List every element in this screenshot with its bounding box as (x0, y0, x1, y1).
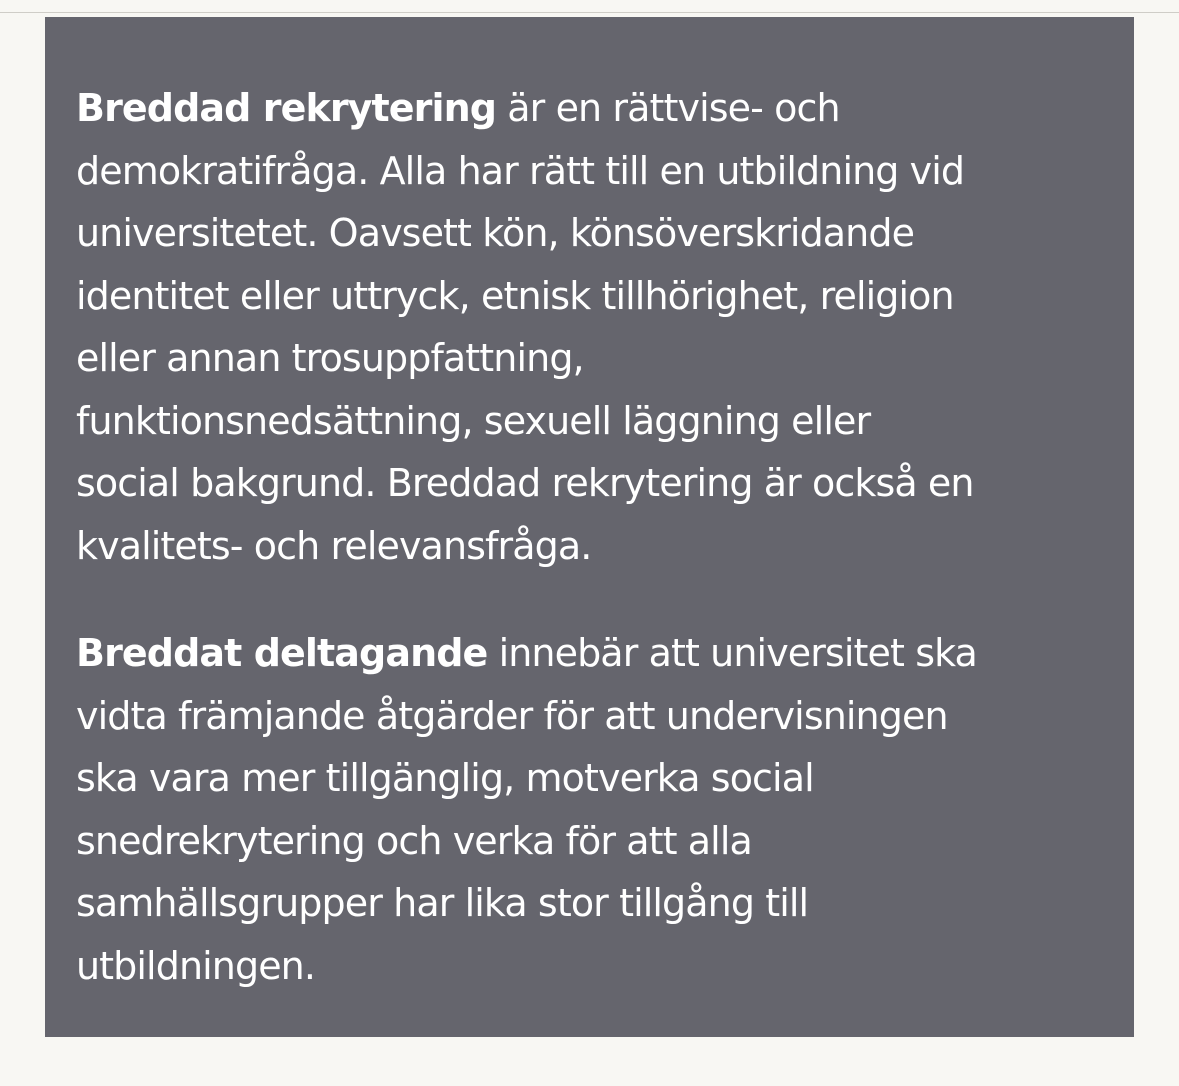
paragraph-line: universitetet. Oavsett kön, könsöverskridande (76, 211, 915, 255)
paragraph-line: kvalitets- och relevansfråga. (76, 523, 592, 568)
paragraph-line (76, 622, 1110, 685)
top-divider (0, 12, 1179, 13)
paragraph-line: social bakgrund. Breddad rekrytering är också en (76, 461, 974, 505)
paragraph-breddad-rekrytering (76, 77, 1110, 577)
term-breddat-deltagande: Breddat deltagande (76, 631, 488, 675)
paragraph-line: demokratifråga. Alla har rätt till en utbildning vid (76, 148, 965, 193)
paragraph-line (76, 77, 1110, 140)
paragraph-line: funktionsnedsättning, sexuell läggning eller (76, 398, 871, 443)
paragraph-line: vidta främjande åtgärder för att undervisningen (76, 693, 948, 738)
term-breddad-rekrytering: Breddad rekrytering (76, 86, 497, 130)
paragraph-breddat-deltagande (76, 622, 1110, 997)
info-box (45, 17, 1134, 1037)
definition-text: innebär att universitet ska (487, 631, 977, 675)
definition-text: är en rättvise- och (496, 86, 840, 130)
paragraph-line: snedrekrytering och verka för att alla (76, 818, 752, 863)
paragraph-line: identitet eller uttryck, etnisk tillhörighet, religion (76, 273, 954, 318)
paragraph-line: eller annan trosuppfattning, (76, 336, 584, 380)
paragraph-line: samhällsgrupper har lika stor tillgång till (76, 881, 809, 925)
paragraph-line: utbildningen. (76, 943, 316, 988)
paragraph-line: ska vara mer tillgänglig, motverka social (76, 756, 814, 800)
